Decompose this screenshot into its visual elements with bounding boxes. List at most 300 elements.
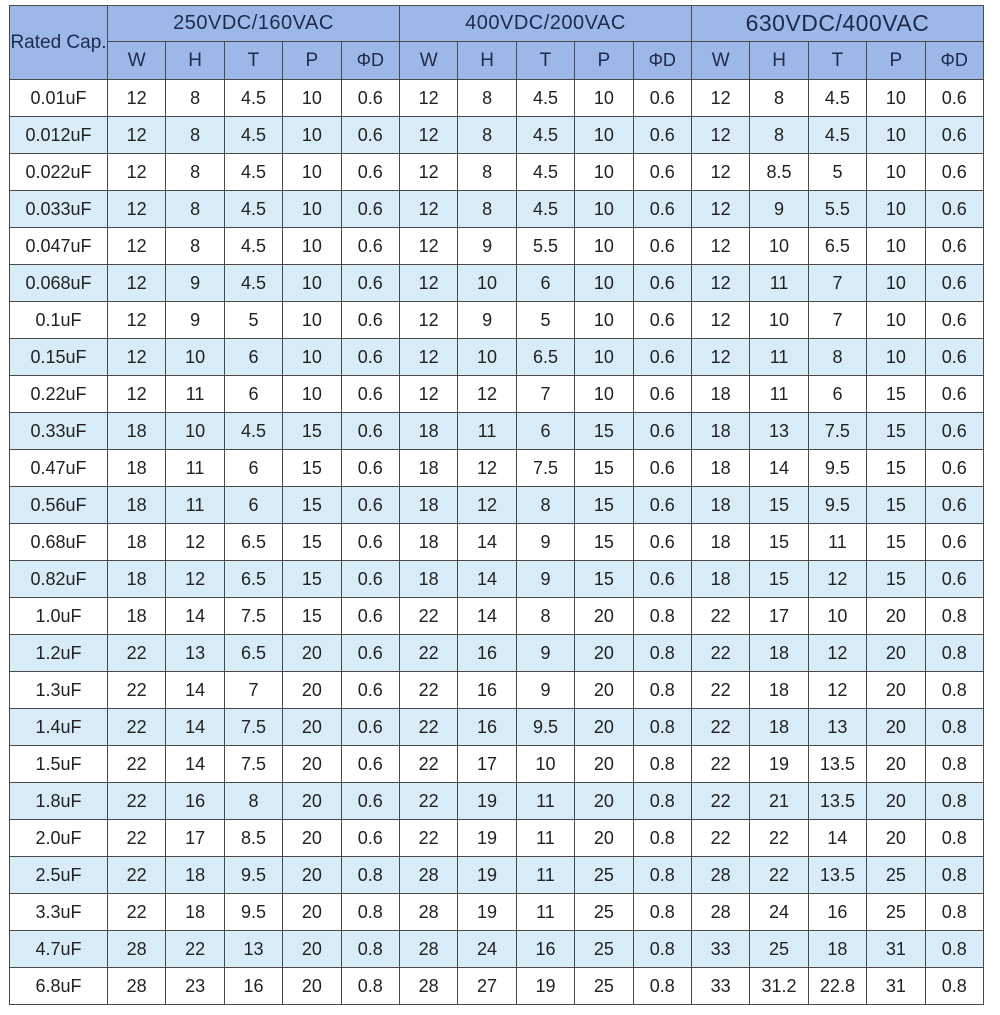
col-header-phi-d: ΦD xyxy=(341,42,399,80)
dimension-cell: 10 xyxy=(575,154,633,191)
dimension-cell: 10 xyxy=(867,228,925,265)
table-row xyxy=(10,968,984,1005)
dimension-cell: 12 xyxy=(808,672,866,709)
dimension-cell: 0.6 xyxy=(341,561,399,598)
dimension-cell: 0.6 xyxy=(633,524,691,561)
dimension-cell: 18 xyxy=(108,413,166,450)
rated-cap-cell: 4.7uF xyxy=(10,931,108,968)
dimension-cell: 20 xyxy=(283,968,341,1005)
dimension-cell: 10 xyxy=(750,302,808,339)
rated-cap-cell: 6.8uF xyxy=(10,968,108,1005)
dimension-cell: 0.8 xyxy=(925,598,983,635)
dimension-cell: 0.6 xyxy=(341,413,399,450)
dimension-cell: 12 xyxy=(166,561,224,598)
dimension-cell: 12 xyxy=(399,339,457,376)
dimension-cell: 6.5 xyxy=(224,524,282,561)
dimension-cell: 22 xyxy=(108,820,166,857)
dimension-cell: 31.2 xyxy=(750,968,808,1005)
dimension-cell: 4.5 xyxy=(224,191,282,228)
table-row xyxy=(10,117,984,154)
dimension-cell: 15 xyxy=(283,524,341,561)
dimension-cell: 13 xyxy=(166,635,224,672)
dimension-cell: 28 xyxy=(108,931,166,968)
col-header-phi-d: ΦD xyxy=(633,42,691,80)
dimension-cell: 0.6 xyxy=(341,783,399,820)
dimension-cell: 6 xyxy=(224,376,282,413)
table-row xyxy=(10,561,984,598)
dimension-cell: 19 xyxy=(458,820,516,857)
dimension-cell: 20 xyxy=(867,820,925,857)
col-header-t: T xyxy=(516,42,574,80)
dimension-cell: 7.5 xyxy=(224,709,282,746)
dimension-cell: 9.5 xyxy=(516,709,574,746)
dimension-cell: 9 xyxy=(516,672,574,709)
dimension-cell: 10 xyxy=(166,339,224,376)
dimension-cell: 0.8 xyxy=(925,746,983,783)
dimension-cell: 0.6 xyxy=(341,635,399,672)
dimension-cell: 11 xyxy=(750,376,808,413)
dimension-cell: 14 xyxy=(166,746,224,783)
dimension-cell: 22 xyxy=(108,894,166,931)
dimension-cell: 0.6 xyxy=(341,524,399,561)
dimension-cell: 28 xyxy=(691,894,749,931)
dimension-cell: 8 xyxy=(166,80,224,117)
dimension-cell: 18 xyxy=(399,450,457,487)
dimension-cell: 12 xyxy=(399,228,457,265)
dimension-cell: 18 xyxy=(108,598,166,635)
header-row-groups xyxy=(10,6,984,42)
dimension-cell: 0.6 xyxy=(341,376,399,413)
table-row xyxy=(10,265,984,302)
dimension-cell: 0.8 xyxy=(925,672,983,709)
dimension-cell: 4.5 xyxy=(516,117,574,154)
dimension-cell: 0.6 xyxy=(925,302,983,339)
dimension-cell: 22 xyxy=(108,746,166,783)
dimension-cell: 13 xyxy=(224,931,282,968)
dimension-cell: 22 xyxy=(691,598,749,635)
dimension-cell: 12 xyxy=(108,339,166,376)
dimension-cell: 4.5 xyxy=(224,265,282,302)
dimension-cell: 7.5 xyxy=(224,598,282,635)
rated-cap-cell: 1.0uF xyxy=(10,598,108,635)
dimension-cell: 20 xyxy=(575,635,633,672)
dimension-cell: 10 xyxy=(867,265,925,302)
dimension-cell: 18 xyxy=(691,487,749,524)
dimension-cell: 10 xyxy=(283,376,341,413)
dimension-cell: 4.5 xyxy=(516,154,574,191)
dimension-cell: 22.8 xyxy=(808,968,866,1005)
dimension-cell: 15 xyxy=(867,450,925,487)
dimension-cell: 7.5 xyxy=(224,746,282,783)
dimension-cell: 12 xyxy=(399,117,457,154)
dimension-cell: 18 xyxy=(108,524,166,561)
table-body xyxy=(10,80,984,1005)
dimension-cell: 15 xyxy=(283,487,341,524)
dimension-cell: 8 xyxy=(458,80,516,117)
rated-cap-cell: 3.3uF xyxy=(10,894,108,931)
table-row xyxy=(10,746,984,783)
dimension-cell: 0.6 xyxy=(341,450,399,487)
dimension-cell: 9.5 xyxy=(224,894,282,931)
dimension-cell: 22 xyxy=(399,709,457,746)
dimension-cell: 0.6 xyxy=(341,80,399,117)
rated-cap-cell: 1.2uF xyxy=(10,635,108,672)
dimension-cell: 15 xyxy=(867,487,925,524)
dimension-cell: 12 xyxy=(691,228,749,265)
table-row xyxy=(10,635,984,672)
dimension-cell: 12 xyxy=(458,450,516,487)
dimension-cell: 7 xyxy=(224,672,282,709)
dimension-cell: 18 xyxy=(108,450,166,487)
dimension-cell: 9 xyxy=(516,561,574,598)
dimension-cell: 22 xyxy=(399,820,457,857)
dimension-cell: 28 xyxy=(399,894,457,931)
group-header-250vdc: 250VDC/160VAC xyxy=(108,6,400,42)
dimension-cell: 12 xyxy=(108,376,166,413)
dimension-cell: 33 xyxy=(691,931,749,968)
dimension-cell: 10 xyxy=(575,191,633,228)
capacitor-dimension-table xyxy=(9,5,984,1005)
table-row xyxy=(10,191,984,228)
dimension-cell: 10 xyxy=(458,265,516,302)
dimension-cell: 10 xyxy=(283,228,341,265)
dimension-cell: 7 xyxy=(808,265,866,302)
dimension-cell: 10 xyxy=(750,228,808,265)
rated-cap-cell: 0.068uF xyxy=(10,265,108,302)
dimension-cell: 18 xyxy=(808,931,866,968)
dimension-cell: 12 xyxy=(108,228,166,265)
dimension-cell: 18 xyxy=(108,561,166,598)
dimension-cell: 10 xyxy=(867,154,925,191)
dimension-cell: 0.6 xyxy=(633,339,691,376)
col-header-h: H xyxy=(750,42,808,80)
dimension-cell: 16 xyxy=(224,968,282,1005)
dimension-cell: 14 xyxy=(166,672,224,709)
dimension-cell: 8 xyxy=(458,154,516,191)
dimension-cell: 10 xyxy=(808,598,866,635)
dimension-cell: 11 xyxy=(516,820,574,857)
dimension-cell: 6 xyxy=(224,339,282,376)
dimension-cell: 12 xyxy=(399,80,457,117)
dimension-cell: 0.6 xyxy=(633,228,691,265)
dimension-cell: 12 xyxy=(808,561,866,598)
dimension-cell: 0.6 xyxy=(341,154,399,191)
dimension-cell: 12 xyxy=(691,265,749,302)
dimension-cell: 6.5 xyxy=(224,635,282,672)
dimension-cell: 20 xyxy=(575,709,633,746)
dimension-cell: 9 xyxy=(516,524,574,561)
dimension-cell: 8 xyxy=(458,191,516,228)
dimension-cell: 0.8 xyxy=(633,931,691,968)
col-header-w: W xyxy=(108,42,166,80)
dimension-cell: 20 xyxy=(867,598,925,635)
dimension-cell: 12 xyxy=(399,265,457,302)
dimension-cell: 16 xyxy=(166,783,224,820)
dimension-cell: 7 xyxy=(808,302,866,339)
dimension-cell: 8 xyxy=(166,191,224,228)
col-header-phi-d: ΦD xyxy=(925,42,983,80)
dimension-cell: 22 xyxy=(750,857,808,894)
dimension-cell: 14 xyxy=(458,561,516,598)
table-row xyxy=(10,672,984,709)
dimension-cell: 14 xyxy=(166,709,224,746)
table-row xyxy=(10,339,984,376)
dimension-cell: 33 xyxy=(691,968,749,1005)
dimension-cell: 11 xyxy=(516,857,574,894)
dimension-cell: 0.6 xyxy=(341,709,399,746)
dimension-cell: 12 xyxy=(808,635,866,672)
dimension-cell: 12 xyxy=(691,117,749,154)
dimension-cell: 6.5 xyxy=(808,228,866,265)
dimension-cell: 22 xyxy=(399,783,457,820)
dimension-cell: 20 xyxy=(283,931,341,968)
dimension-cell: 9 xyxy=(750,191,808,228)
dimension-cell: 10 xyxy=(283,191,341,228)
dimension-cell: 8 xyxy=(166,228,224,265)
table-row xyxy=(10,450,984,487)
dimension-cell: 22 xyxy=(399,746,457,783)
dimension-cell: 0.8 xyxy=(341,968,399,1005)
table-row xyxy=(10,524,984,561)
dimension-cell: 18 xyxy=(691,376,749,413)
rated-cap-cell: 0.82uF xyxy=(10,561,108,598)
dimension-cell: 20 xyxy=(283,820,341,857)
dimension-cell: 8 xyxy=(750,80,808,117)
dimension-cell: 21 xyxy=(750,783,808,820)
dimension-cell: 0.8 xyxy=(925,931,983,968)
dimension-cell: 31 xyxy=(867,968,925,1005)
dimension-cell: 0.6 xyxy=(341,228,399,265)
dimension-cell: 22 xyxy=(691,635,749,672)
dimension-cell: 10 xyxy=(575,265,633,302)
dimension-cell: 10 xyxy=(867,302,925,339)
dimension-cell: 28 xyxy=(108,968,166,1005)
col-header-p: P xyxy=(283,42,341,80)
dimension-cell: 8 xyxy=(808,339,866,376)
dimension-cell: 22 xyxy=(108,783,166,820)
dimension-cell: 11 xyxy=(166,376,224,413)
dimension-cell: 14 xyxy=(458,598,516,635)
dimension-cell: 0.6 xyxy=(925,413,983,450)
dimension-cell: 9 xyxy=(458,302,516,339)
dimension-cell: 9.5 xyxy=(808,450,866,487)
table-row xyxy=(10,894,984,931)
dimension-cell: 0.8 xyxy=(925,783,983,820)
dimension-cell: 18 xyxy=(399,561,457,598)
dimension-cell: 10 xyxy=(867,191,925,228)
dimension-cell: 22 xyxy=(108,709,166,746)
rated-cap-cell: 1.3uF xyxy=(10,672,108,709)
dimension-cell: 17 xyxy=(750,598,808,635)
table-row xyxy=(10,413,984,450)
dimension-cell: 12 xyxy=(399,376,457,413)
dimension-cell: 22 xyxy=(691,709,749,746)
dimension-cell: 25 xyxy=(575,857,633,894)
dimension-cell: 0.6 xyxy=(633,265,691,302)
dimension-cell: 0.6 xyxy=(341,117,399,154)
table-row xyxy=(10,783,984,820)
dimension-cell: 28 xyxy=(399,968,457,1005)
dimension-cell: 12 xyxy=(108,191,166,228)
dimension-cell: 10 xyxy=(516,746,574,783)
dimension-cell: 13 xyxy=(808,709,866,746)
dimension-cell: 19 xyxy=(516,968,574,1005)
dimension-cell: 10 xyxy=(867,339,925,376)
dimension-cell: 18 xyxy=(399,413,457,450)
dimension-cell: 15 xyxy=(575,450,633,487)
dimension-cell: 0.6 xyxy=(633,376,691,413)
dimension-cell: 0.6 xyxy=(925,80,983,117)
dimension-cell: 10 xyxy=(283,80,341,117)
col-header-w: W xyxy=(691,42,749,80)
dimension-cell: 13.5 xyxy=(808,783,866,820)
dimension-cell: 20 xyxy=(867,709,925,746)
dimension-cell: 25 xyxy=(575,968,633,1005)
dimension-cell: 18 xyxy=(750,635,808,672)
dimension-cell: 20 xyxy=(575,598,633,635)
dimension-cell: 25 xyxy=(750,931,808,968)
dimension-cell: 18 xyxy=(750,672,808,709)
dimension-cell: 0.6 xyxy=(633,154,691,191)
dimension-cell: 0.6 xyxy=(341,302,399,339)
dimension-cell: 14 xyxy=(808,820,866,857)
dimension-cell: 10 xyxy=(283,339,341,376)
dimension-cell: 12 xyxy=(691,191,749,228)
table-row xyxy=(10,154,984,191)
rated-cap-cell: 1.4uF xyxy=(10,709,108,746)
dimension-cell: 6 xyxy=(516,265,574,302)
dimension-cell: 0.6 xyxy=(341,598,399,635)
dimension-cell: 0.6 xyxy=(925,339,983,376)
dimension-cell: 14 xyxy=(166,598,224,635)
col-header-w: W xyxy=(399,42,457,80)
dimension-cell: 20 xyxy=(575,746,633,783)
dimension-cell: 5.5 xyxy=(516,228,574,265)
dimension-cell: 8 xyxy=(166,154,224,191)
dimension-cell: 0.6 xyxy=(925,228,983,265)
dimension-cell: 18 xyxy=(108,487,166,524)
dimension-cell: 4.5 xyxy=(224,117,282,154)
dimension-cell: 18 xyxy=(166,857,224,894)
dimension-cell: 10 xyxy=(575,302,633,339)
dimension-cell: 16 xyxy=(808,894,866,931)
dimension-cell: 22 xyxy=(691,672,749,709)
dimension-cell: 0.6 xyxy=(341,820,399,857)
dimension-cell: 0.6 xyxy=(925,265,983,302)
table-row xyxy=(10,857,984,894)
col-header-p: P xyxy=(575,42,633,80)
dimension-cell: 20 xyxy=(283,635,341,672)
dimension-cell: 18 xyxy=(691,450,749,487)
col-header-p: P xyxy=(867,42,925,80)
table-row xyxy=(10,376,984,413)
dimension-cell: 24 xyxy=(458,931,516,968)
dimension-cell: 19 xyxy=(750,746,808,783)
dimension-cell: 4.5 xyxy=(516,191,574,228)
dimension-cell: 7 xyxy=(516,376,574,413)
dimension-cell: 8 xyxy=(516,598,574,635)
dimension-cell: 22 xyxy=(108,857,166,894)
dimension-cell: 0.8 xyxy=(633,783,691,820)
dimension-cell: 20 xyxy=(283,783,341,820)
dimension-cell: 22 xyxy=(691,783,749,820)
dimension-cell: 6.5 xyxy=(224,561,282,598)
dimension-cell: 12 xyxy=(166,524,224,561)
dimension-cell: 9 xyxy=(458,228,516,265)
dimension-cell: 12 xyxy=(691,302,749,339)
col-header-t: T xyxy=(224,42,282,80)
dimension-cell: 16 xyxy=(458,709,516,746)
dimension-cell: 16 xyxy=(458,635,516,672)
dimension-cell: 0.6 xyxy=(925,154,983,191)
dimension-cell: 15 xyxy=(575,561,633,598)
dimension-cell: 31 xyxy=(867,931,925,968)
table-row xyxy=(10,302,984,339)
dimension-cell: 25 xyxy=(575,931,633,968)
dimension-cell: 0.8 xyxy=(633,857,691,894)
dimension-cell: 9 xyxy=(166,265,224,302)
dimension-cell: 0.8 xyxy=(633,672,691,709)
dimension-cell: 15 xyxy=(750,561,808,598)
dimension-cell: 4.5 xyxy=(808,117,866,154)
dimension-cell: 0.6 xyxy=(341,339,399,376)
dimension-cell: 18 xyxy=(399,487,457,524)
group-header-630vdc: 630VDC/400VAC xyxy=(691,6,983,42)
dimension-cell: 0.6 xyxy=(633,191,691,228)
dimension-cell: 0.6 xyxy=(633,117,691,154)
dimension-cell: 0.6 xyxy=(341,487,399,524)
dimension-cell: 15 xyxy=(750,487,808,524)
rated-cap-cell: 0.022uF xyxy=(10,154,108,191)
rated-cap-cell: 0.033uF xyxy=(10,191,108,228)
dimension-cell: 7.5 xyxy=(516,450,574,487)
dimension-cell: 15 xyxy=(575,413,633,450)
dimension-cell: 0.8 xyxy=(925,709,983,746)
dimension-cell: 20 xyxy=(867,783,925,820)
dimension-cell: 6 xyxy=(224,450,282,487)
dimension-cell: 25 xyxy=(867,857,925,894)
table-row xyxy=(10,931,984,968)
dimension-cell: 8 xyxy=(166,117,224,154)
rated-cap-cell: 2.0uF xyxy=(10,820,108,857)
dimension-cell: 10 xyxy=(283,302,341,339)
dimension-cell: 22 xyxy=(166,931,224,968)
dimension-cell: 0.8 xyxy=(925,857,983,894)
dimension-cell: 22 xyxy=(108,672,166,709)
table-row xyxy=(10,820,984,857)
dimension-cell: 18 xyxy=(691,413,749,450)
dimension-cell: 22 xyxy=(399,598,457,635)
dimension-cell: 6 xyxy=(808,376,866,413)
dimension-cell: 11 xyxy=(516,783,574,820)
dimension-cell: 10 xyxy=(867,117,925,154)
dimension-cell: 17 xyxy=(458,746,516,783)
dimension-cell: 0.6 xyxy=(925,376,983,413)
dimension-cell: 4.5 xyxy=(808,80,866,117)
rated-cap-cell: 0.68uF xyxy=(10,524,108,561)
dimension-cell: 22 xyxy=(750,820,808,857)
rated-cap-cell: 1.5uF xyxy=(10,746,108,783)
dimension-cell: 0.6 xyxy=(341,672,399,709)
dimension-cell: 20 xyxy=(867,672,925,709)
dimension-cell: 0.6 xyxy=(925,524,983,561)
dimension-cell: 12 xyxy=(108,80,166,117)
dimension-cell: 10 xyxy=(283,117,341,154)
dimension-cell: 10 xyxy=(575,228,633,265)
rated-cap-cell: 0.33uF xyxy=(10,413,108,450)
dimension-cell: 12 xyxy=(691,339,749,376)
rated-cap-cell: 0.01uF xyxy=(10,80,108,117)
